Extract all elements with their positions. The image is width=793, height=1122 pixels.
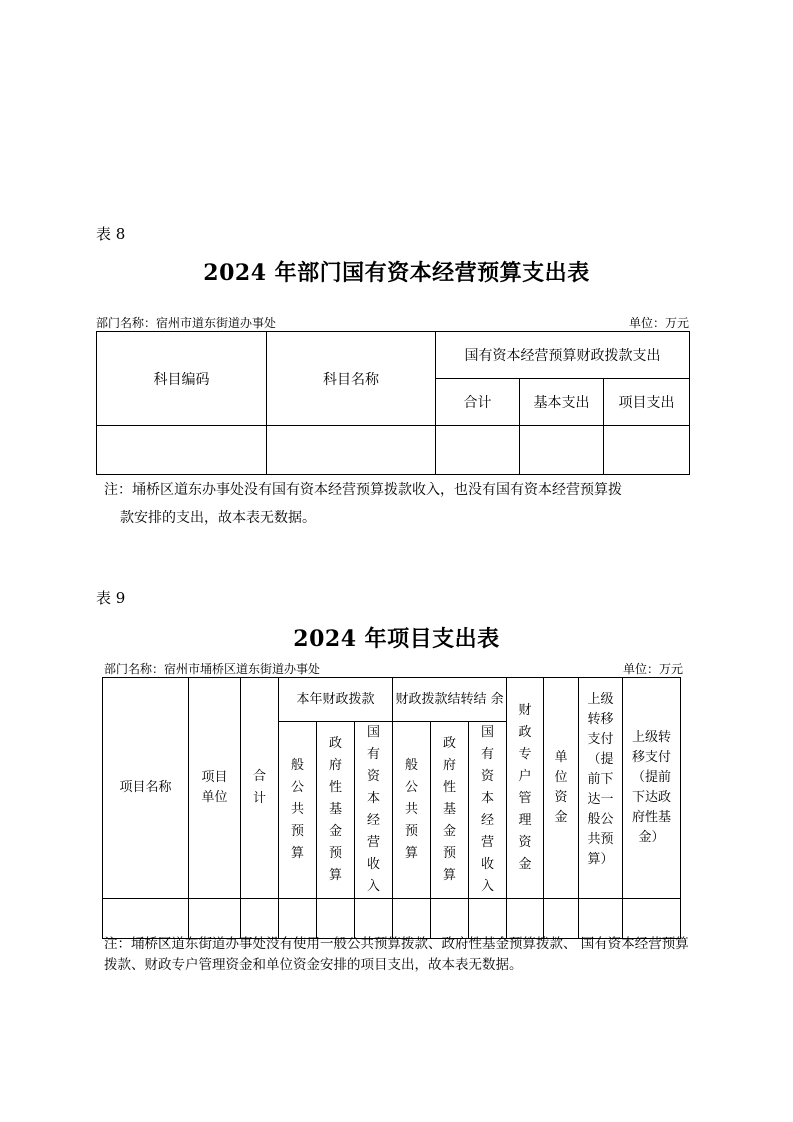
header-state-capital: 国有资本经营收入: [355, 722, 393, 899]
cell: [267, 426, 436, 475]
header-current-group: 本年财政拨款: [279, 678, 393, 722]
header-project-unit: 项目 单位: [189, 678, 241, 899]
header-code: 科目编码: [97, 332, 267, 426]
header-carry-general: 般公共预算: [393, 722, 431, 899]
table8: [96, 331, 690, 475]
cell: [97, 426, 267, 475]
table9-note: 注：埇桥区道东街道办事处没有使用一般公共预算拨款、政府性基金预算拨款、 国有资本经营预算拨款、财政专户管理资金和单位资金安排的项目支出，故本表无数据。: [104, 936, 689, 973]
cell: [103, 899, 189, 939]
cell: [436, 426, 520, 475]
cell: [579, 899, 623, 939]
header-name: 科目名称: [267, 332, 436, 426]
header-project: 项目支出: [604, 379, 690, 426]
cell: [317, 899, 355, 939]
header-general: 般公共预算: [279, 722, 317, 899]
header-carry-state-capital: 国有资本经营收入: [469, 722, 507, 899]
header-carry-gov-fund: 政府性基金预算: [431, 722, 469, 899]
cell: [355, 899, 393, 939]
cell: [241, 899, 279, 939]
header-total: 合计: [241, 678, 279, 899]
table8-note-line1: 注：埇桥区道东办事处没有国有资本经营预算拨款收入，也没有国有资本经营预算拨: [104, 482, 622, 498]
table9-title: 2024 年项目支出表: [293, 626, 500, 652]
cell: [544, 899, 579, 939]
header-carry-group: 财政拨款结转结 余: [393, 678, 507, 722]
cell: [279, 899, 317, 939]
header-project-name: 项目名称: [103, 678, 189, 899]
header-unit-fund: 单 位 资 金: [544, 678, 579, 899]
cell: [604, 426, 690, 475]
cell: [431, 899, 469, 939]
table-row: [103, 899, 681, 939]
table9-label: 表 9: [96, 589, 126, 607]
cell: [520, 426, 604, 475]
header-basic: 基本支出: [520, 379, 604, 426]
cell: [469, 899, 507, 939]
header-gov-fund: 政府性基金预算: [317, 722, 355, 899]
table8-label: 表 8: [96, 225, 126, 243]
table8-unit: 单位：万元: [628, 316, 689, 330]
table8-dept: 部门名称：宿州市道东街道办事处: [96, 316, 277, 330]
table-row: [97, 426, 690, 475]
cell: [189, 899, 241, 939]
cell: [507, 899, 544, 939]
header-upper-fund: 上级转移支付（提前下达政府性基金）: [623, 678, 681, 899]
table9-dept: 部门名称：宿州市埇桥区道东街道办事处: [104, 662, 321, 676]
header-total: 合计: [436, 379, 520, 426]
table9-unit: 单位：万元: [622, 662, 683, 676]
table8-note-line2: 款安排的支出，故本表无数据。: [120, 510, 316, 526]
cell: [623, 899, 681, 939]
cell: [393, 899, 431, 939]
header-special: 财政专户管理资金: [507, 678, 544, 899]
header-upper-general: 上级转移支付（提前下达一般公共预算）: [579, 678, 623, 899]
header-group: 国有资本经营预算财政拨款支出: [436, 332, 690, 379]
table8-title: 2024 年部门国有资本经营预算支出表: [203, 260, 590, 286]
table9: [102, 677, 681, 939]
